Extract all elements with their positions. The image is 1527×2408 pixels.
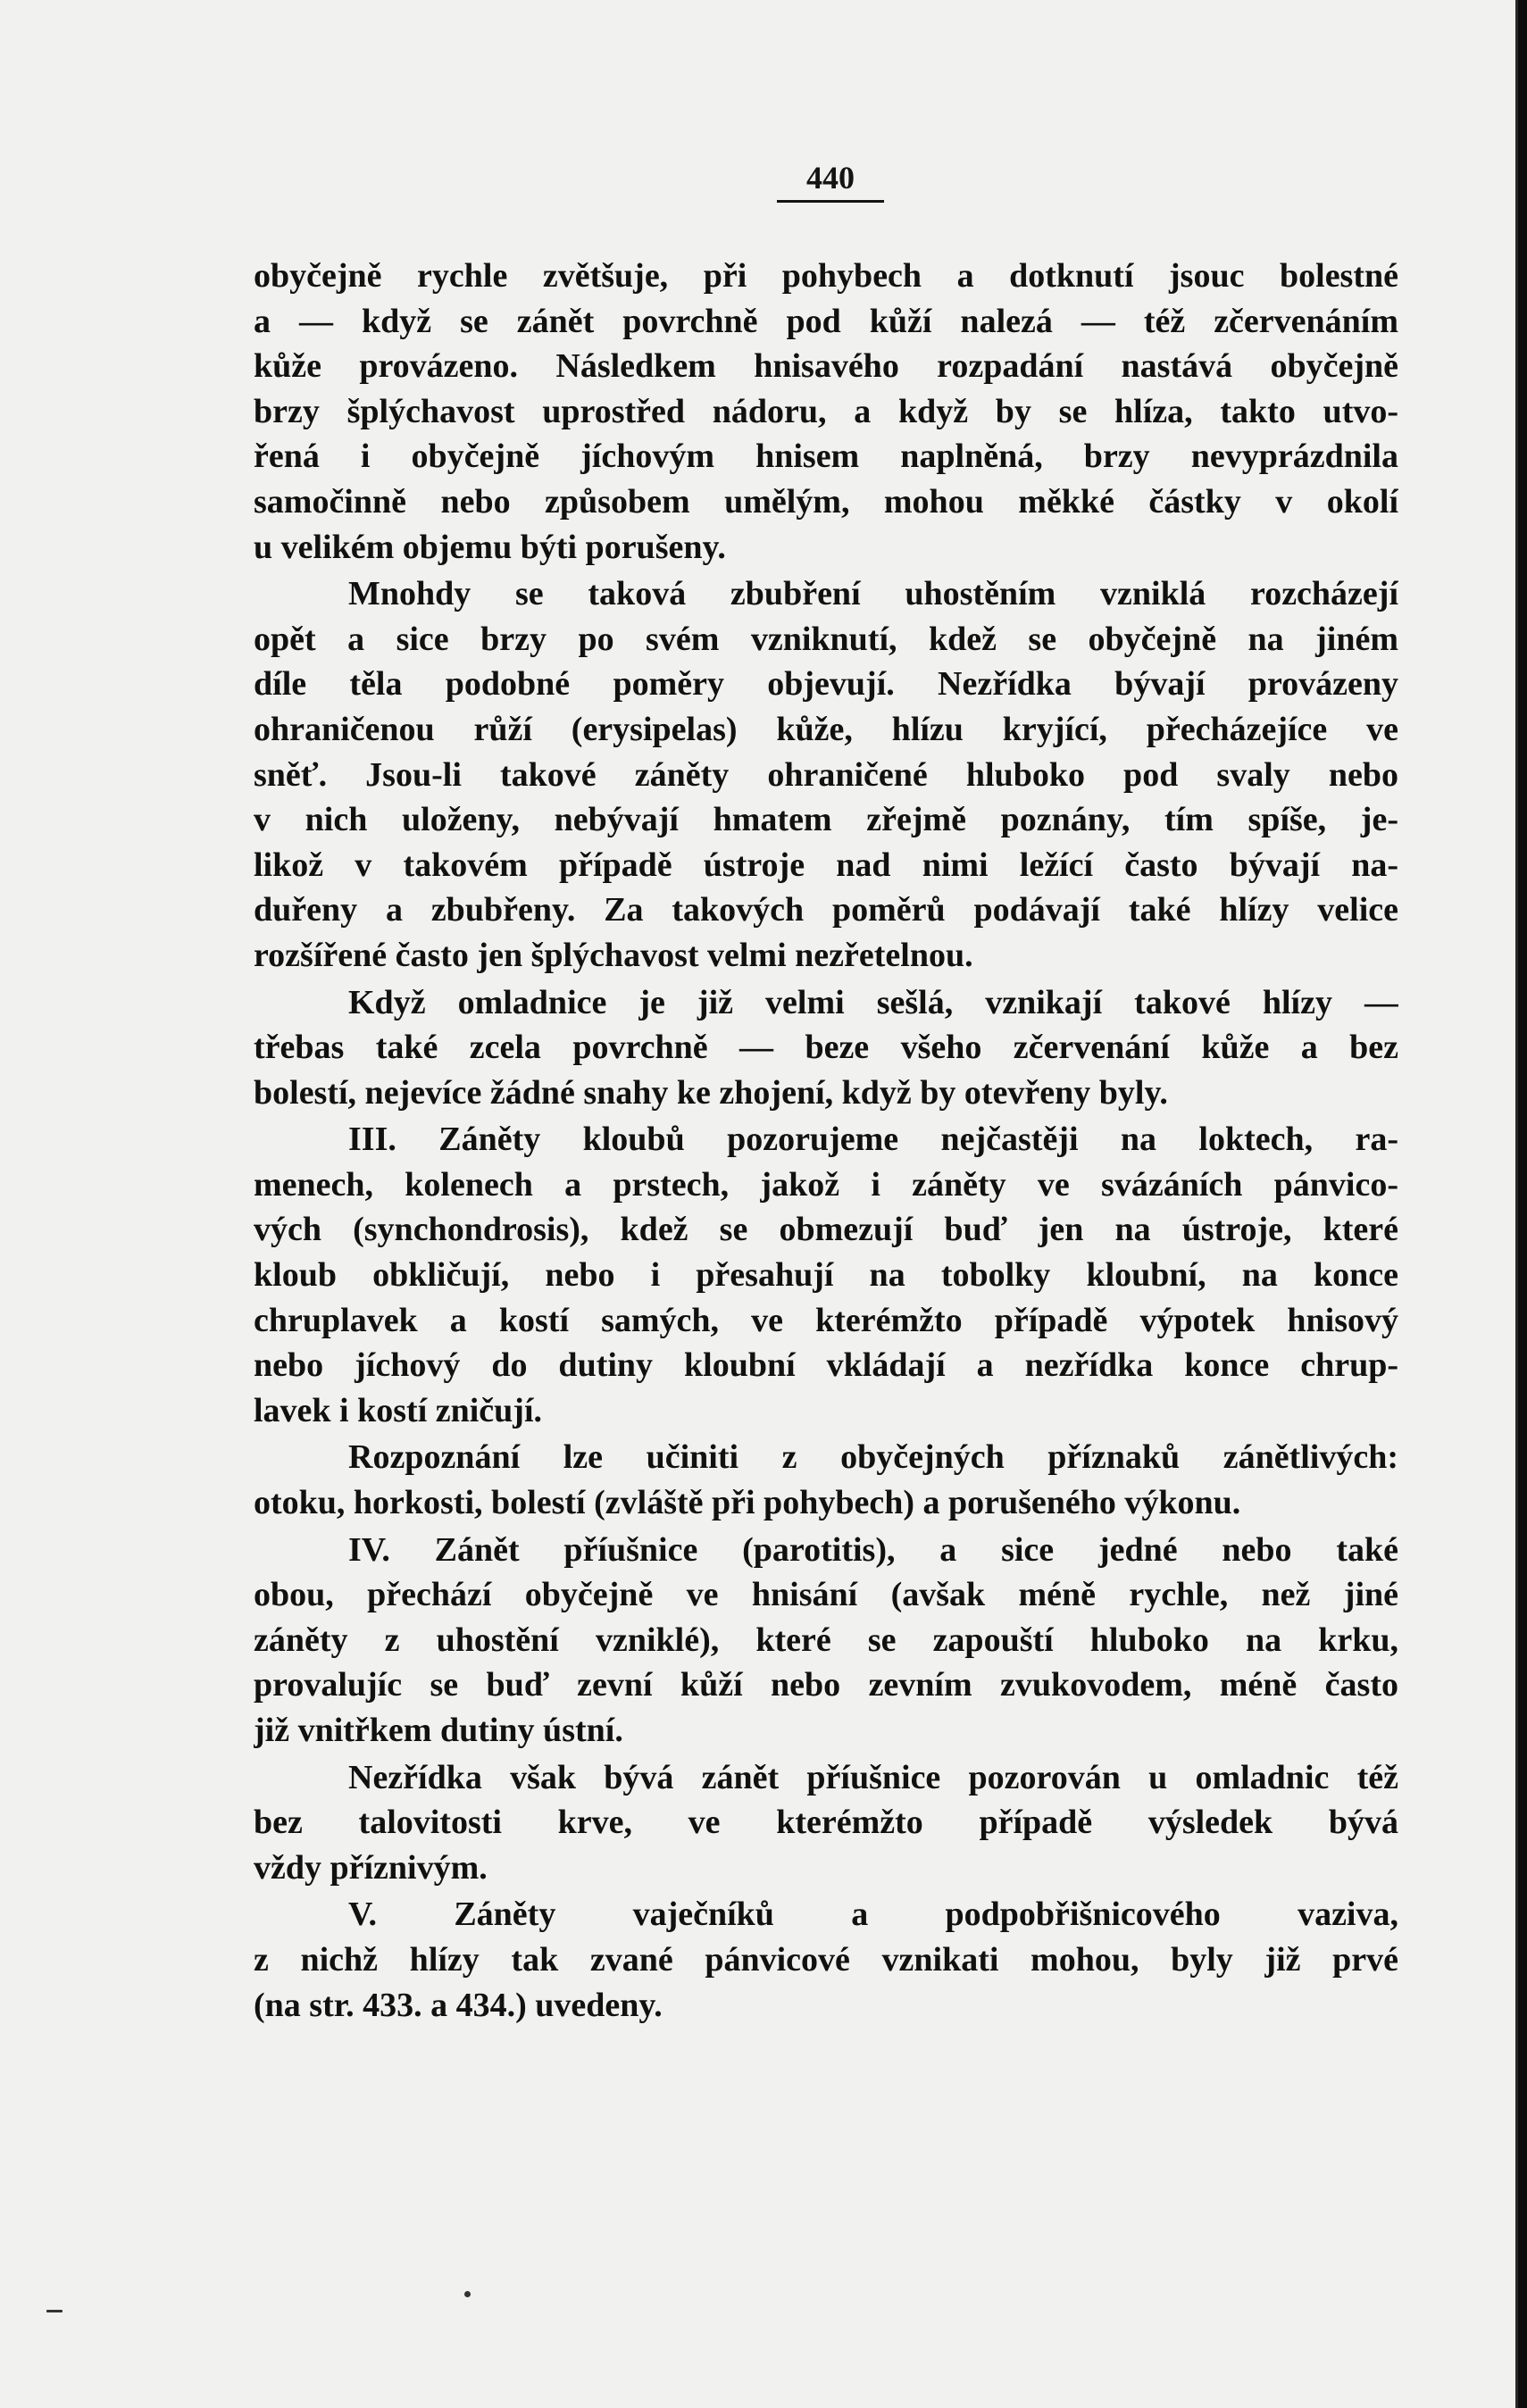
text-line: menech, kolenech a prstech, jakož i záněty ve svázáních pánvico- (254, 1165, 1398, 1204)
text-line: duřeny a zbubřeny. Za takových poměrů podávají také hlízy velice (254, 891, 1398, 929)
text-line: bez talovitosti krve, ve kterémžto případě výsledek bývá (254, 1804, 1398, 1842)
paragraph (254, 980, 1398, 1116)
paragraph (254, 571, 1398, 978)
text-line: řená i obyčejně jíchovým hnisem naplněná, brzy nevyprázdnila (254, 437, 1398, 476)
text-line: chruplavek a kostí samých, ve kterémžto případě výpotek hnisový (254, 1301, 1398, 1339)
text-line: obyčejně rychle zvětšuje, při pohybech a dotknutí jsouc bolestné (254, 257, 1398, 295)
paragraph (254, 1755, 1398, 1891)
text-line: kloub obkličují, nebo i přesahují na tobolky kloubní, na konce (254, 1256, 1398, 1295)
text-line: u velikém objemu býti porušeny. (254, 528, 726, 566)
text-line: a — když se zánět povrchně pod kůží nalezá — též zčervenáním (254, 302, 1398, 340)
text-line: V. Záněty vaječníků a podpobřišnicového vaziva, (348, 1896, 1398, 1934)
text-line: rozšířené často jen šplýchavost velmi nezřetelnou. (254, 936, 973, 974)
text-line: Nezřídka však bývá zánět příušnice pozorován u omladnic též (348, 1758, 1398, 1796)
text-line: provalujíc se buď zevní kůží nebo zevním zvukovodem, méně často (254, 1666, 1398, 1704)
text-line: opět a sice brzy po svém vzniknutí, kdež se obyčejně na jiném (254, 620, 1398, 658)
text-line: otoku, horkosti, bolestí (zvláště při pohybech) a porušeného výkonu. (254, 1484, 1241, 1522)
text-line: lavek i kostí zničují. (254, 1391, 543, 1429)
text-line: (na str. 433. a 434.) uvedeny. (254, 1986, 663, 2024)
text-line: z nichž hlízy tak zvané pánvicové vznikati mohou, byly již prvé (254, 1940, 1398, 1979)
paragraph (254, 1528, 1398, 1754)
text-line: IV. Zánět příušnice (parotitis), a sice jedné nebo také (348, 1530, 1398, 1569)
text-line: kůže provázeno. Následkem hnisavého rozpadání nastává obyčejně (254, 347, 1398, 386)
text-line: Mnohdy se taková zbubření uhostěním vzniklá rozcházejí (348, 575, 1398, 613)
text-line: díle těla podobné poměry objevují. Nezřídka bývají provázeny (254, 665, 1398, 704)
ink-speck (464, 2291, 471, 2297)
paragraph (254, 1117, 1398, 1433)
paragraph (254, 1892, 1398, 2028)
text-line: nebo jíchový do dutiny kloubní vkládají a nezřídka konce chrup- (254, 1346, 1398, 1385)
text-line: ohraničenou růží (erysipelas) kůže, hlízu kryjící, přecházejíce ve (254, 710, 1398, 748)
text-line: třebas také zcela povrchně — beze všeho zčervenání kůže a bez (254, 1029, 1398, 1067)
text-line: samočinně nebo způsobem umělým, mohou měkké částky v okolí (254, 482, 1398, 521)
text-line: vých (synchondrosis), kdež se obmezují buď jen na ústroje, které (254, 1211, 1398, 1249)
text-line: vždy příznivým. (254, 1848, 488, 1887)
text-line: již vnitřkem dutiny ústní. (254, 1712, 623, 1749)
text-line: bolestí, nejevíce žádné snahy ke zhojení, když by otevřeny byly. (254, 1073, 1168, 1112)
text-line: sněť. Jsou-li takové záněty ohraničené hluboko pod svaly nebo (254, 755, 1398, 794)
text-line: brzy šplýchavost uprostřed nádoru, a když by se hlíza, takto utvo- (254, 392, 1398, 430)
text-line: obou, přechází obyčejně ve hnisání (avšak méně rychle, než jiné (254, 1576, 1398, 1614)
ink-speck (46, 2310, 63, 2312)
body-text (254, 252, 1398, 2028)
paragraph (254, 1435, 1398, 1525)
text-line: Rozpoznání lze učiniti z obyčejných příznaků zánětlivých: (348, 1438, 1398, 1477)
text-line: v nich uloženy, nebývají hmatem zřejmě poznány, tím spíše, je- (254, 801, 1398, 839)
page-number: 440 (777, 159, 884, 203)
text-line: III. Záněty kloubů pozorujeme nejčastěji na loktech, ra- (348, 1121, 1398, 1159)
text-line: Když omladnice je již velmi sešlá, vznikají takové hlízy — (348, 983, 1398, 1021)
paragraph (254, 254, 1398, 570)
text-line: likož v takovém případě ústroje nad nimi ležící často bývají na- (254, 846, 1398, 884)
text-line: záněty z uhostění vzniklé), které se zapouští hluboko na krku, (254, 1621, 1398, 1659)
